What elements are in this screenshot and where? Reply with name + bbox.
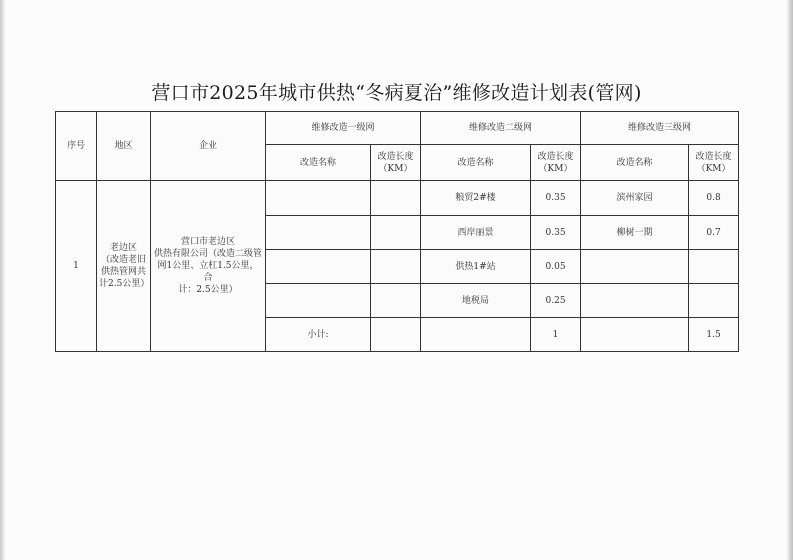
subtotal-l1-length	[371, 318, 421, 352]
l2-length-cell: 0.35	[531, 181, 581, 216]
subtotal-label: 小计:	[266, 318, 371, 352]
l1-length-cell	[371, 250, 421, 284]
l1-length-cell	[371, 284, 421, 318]
header-level3: 维修改造三级网	[581, 112, 739, 145]
l3-length-cell	[689, 250, 739, 284]
l1-name-cell	[266, 250, 371, 284]
document-title: 营口市2025年城市供热“冬病夏治”维修改造计划表(管网)	[151, 82, 642, 104]
header-level1: 维修改造一级网	[266, 112, 421, 145]
subtotal-l2-length: 1	[531, 318, 581, 352]
row-company: 营口市老边区 供热有限公司（改造二级管 网1公里、立杠1.5公里，合 计：2.5公里）	[151, 181, 266, 352]
header-company: 企业	[151, 112, 266, 181]
l3-name-cell: 柳树一期	[581, 216, 689, 250]
l1-name-cell	[266, 216, 371, 250]
subtotal-l3-name	[581, 318, 689, 352]
l2-length-cell: 0.25	[531, 284, 581, 318]
row-seq: 1	[56, 181, 97, 352]
l2-name-cell: 供热1#站	[421, 250, 531, 284]
l1-length-cell	[371, 216, 421, 250]
header-l1-length: 改造长度 （KM）	[371, 145, 421, 181]
plan-table	[55, 111, 739, 352]
row-region: 老边区 （改造老旧 供热管网共 计2.5公里）	[97, 181, 151, 352]
header-l3-name: 改造名称	[581, 145, 689, 181]
header-row-1	[56, 112, 739, 145]
header-l3-length: 改造长度 （KM）	[689, 145, 739, 181]
l1-name-cell	[266, 284, 371, 318]
l3-length-cell: 0.8	[689, 181, 739, 216]
l3-length-cell	[689, 284, 739, 318]
header-seq: 序号	[56, 112, 97, 181]
l2-length-cell: 0.05	[531, 250, 581, 284]
l2-name-cell: 地税局	[421, 284, 531, 318]
subtotal-l3-length: 1.5	[689, 318, 739, 352]
header-l2-length: 改造长度 （KM）	[531, 145, 581, 181]
l1-length-cell	[371, 181, 421, 216]
header-level2: 维修改造二级网	[421, 112, 581, 145]
l3-name-cell	[581, 250, 689, 284]
header-l1-name: 改造名称	[266, 145, 371, 181]
l3-name-cell: 滨州家园	[581, 181, 689, 216]
l2-name-cell: 西岸丽景	[421, 216, 531, 250]
table-row	[56, 181, 739, 216]
l3-length-cell: 0.7	[689, 216, 739, 250]
l3-name-cell	[581, 284, 689, 318]
header-l2-name: 改造名称	[421, 145, 531, 181]
l2-name-cell: 粮贸2#楼	[421, 181, 531, 216]
l1-name-cell	[266, 181, 371, 216]
header-region: 地区	[97, 112, 151, 181]
subtotal-l2-name	[421, 318, 531, 352]
l2-length-cell: 0.35	[531, 216, 581, 250]
